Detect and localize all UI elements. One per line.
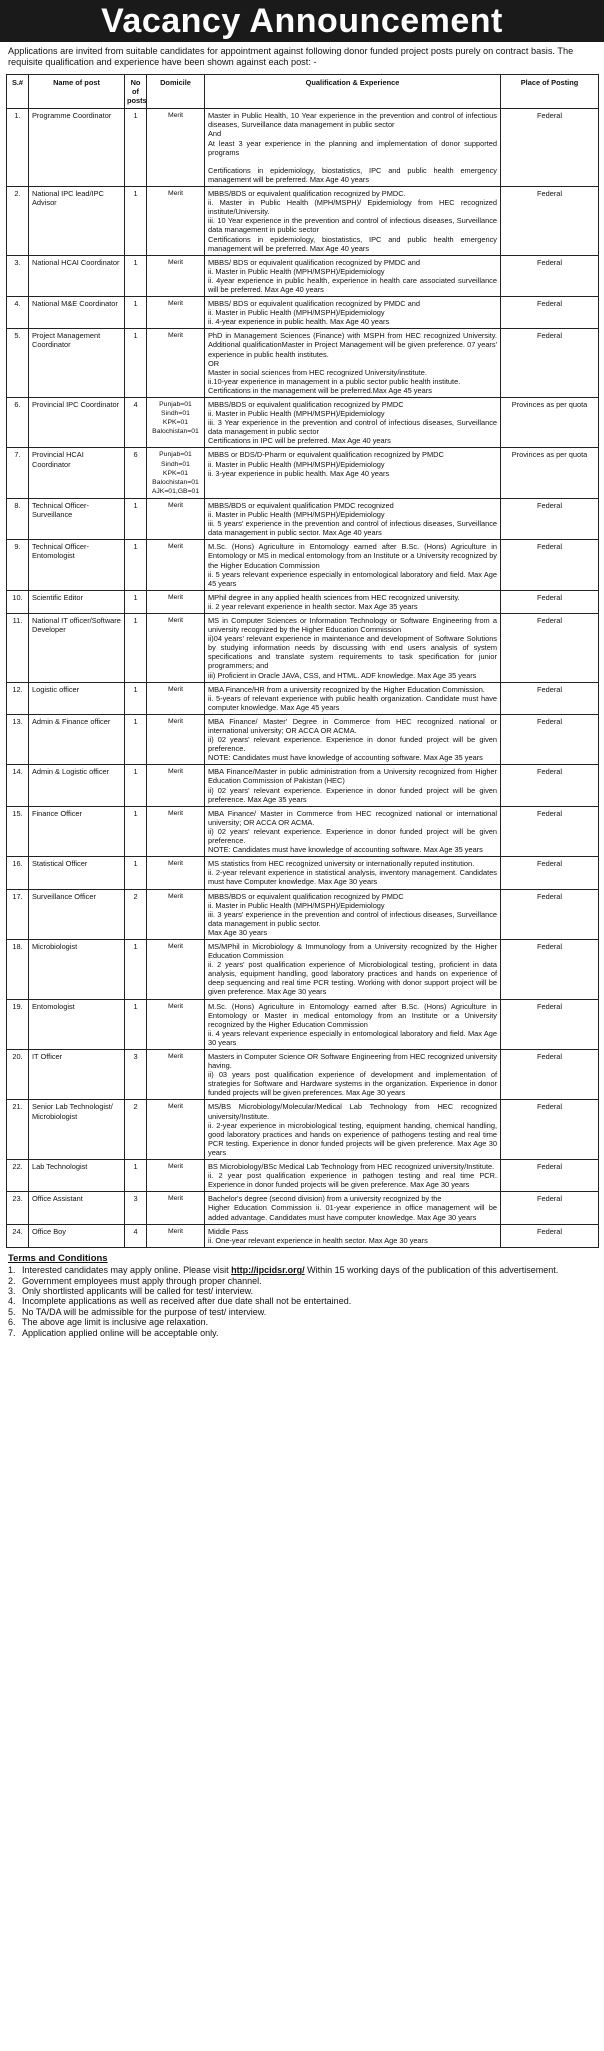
table-row <box>7 1160 599 1192</box>
domicile-cell: Merit <box>147 806 205 856</box>
num-posts-cell: 1 <box>125 714 147 764</box>
qualification-cell: MBBS or BDS/D-Pharm or equivalent qualification recognized by PMDC ii. Master in Public Health (MPH/MSPH)/Epidemiology ii. 3-year experience in public health. Max Age 40 years <box>205 448 501 498</box>
post-name-cell: Logistic officer <box>29 682 125 714</box>
post-name-cell: Technical Officer-Surveillance <box>29 498 125 539</box>
sn-cell: 23. <box>7 1192 29 1224</box>
table-row <box>7 590 599 613</box>
qualification-cell: MBBS/ BDS or equivalent qualification recognized by PMDC and ii. Master in Public Health (MPH/MSPH)/Epidemiology ii. 4-year experience in public health. Max Age 40 years <box>205 297 501 329</box>
place-of-posting-cell: Federal <box>501 1160 599 1192</box>
qualification-cell: MBBS/BDS or equivalent qualification recognized by PMDC ii. Master in Public Health (MPH/MSPH)/Epidemiology iii. 3 Year experience in the prevention and control of infectious diseases, Surveillance data management in public sector Certifications in IPC will be preferred. Max Age 40 years <box>205 398 501 448</box>
qualification-cell: M.Sc. (Hons) Agriculture in Entomology earned after B.Sc. (Hons) Agriculture in Entomology or Master in medical entomology from an Institute or a University recognized by the Higher Education Commission ii. 4 years relevant experience especially in entomological laboratory and field. Max Age 30 years <box>205 999 501 1049</box>
qualification-cell: MS in Computer Sciences or Information Technology or Software Engineering from a university recognized by the Higher Education Commission ii)04 years' relevant experience in maintenance and development of Software Solutions by studying information needs by discussing with end users analysis of system specifications and translate system requirements to task specification for junior programmers; and iii) Proficient in Oracle JAVA, CSS, and HTML. ADF knowledge. Max Age 35 years <box>205 613 501 682</box>
qualification-cell: MBBS/BDS or equivalent qualification recognized by PMDC ii. Master in Public Health (MPH/MSPH)/Epidemiology iii. 3 years' experience in the prevention and control of infectious diseases, Surveillance data management in public sector. Max Age 30 years <box>205 889 501 939</box>
domicile-cell: Punjab=01 Sindh=01 KPK=01 Balochistan=01 <box>147 398 205 448</box>
domicile-cell: Merit <box>147 939 205 999</box>
post-name-cell: Finance Officer <box>29 806 125 856</box>
num-posts-cell: 1 <box>125 1160 147 1192</box>
place-of-posting-cell: Federal <box>501 1192 599 1224</box>
table-row <box>7 857 599 889</box>
table-row <box>7 187 599 256</box>
place-of-posting-cell: Federal <box>501 939 599 999</box>
place-of-posting-cell: Federal <box>501 329 599 398</box>
post-name-cell: Provincial IPC Coordinator <box>29 398 125 448</box>
table-row <box>7 613 599 682</box>
sn-cell: 13. <box>7 714 29 764</box>
term-text: Government employees must apply through proper channel. <box>22 1275 262 1286</box>
table-row <box>7 498 599 539</box>
num-posts-cell: 1 <box>125 999 147 1049</box>
table-row <box>7 255 599 296</box>
header-qualification: Qualification & Experience <box>205 75 501 109</box>
term-number: 4. <box>8 1296 16 1307</box>
term-number: 7. <box>8 1327 16 1338</box>
place-of-posting-cell: Federal <box>501 999 599 1049</box>
post-name-cell: Admin & Finance officer <box>29 714 125 764</box>
place-of-posting-cell: Federal <box>501 1050 599 1100</box>
term-item <box>8 1328 596 1338</box>
domicile-cell: Merit <box>147 109 205 187</box>
domicile-cell: Merit <box>147 714 205 764</box>
table-body <box>7 109 599 1248</box>
sn-cell: 10. <box>7 590 29 613</box>
num-posts-cell: 4 <box>125 398 147 448</box>
place-of-posting-cell: Federal <box>501 1224 599 1247</box>
place-of-posting-cell: Federal <box>501 109 599 187</box>
sn-cell: 16. <box>7 857 29 889</box>
title-banner <box>0 0 604 42</box>
table-row <box>7 889 599 939</box>
place-of-posting-cell: Federal <box>501 590 599 613</box>
domicile-cell: Merit <box>147 498 205 539</box>
num-posts-cell: 1 <box>125 297 147 329</box>
domicile-cell: Merit <box>147 540 205 590</box>
place-of-posting-cell: Federal <box>501 714 599 764</box>
sn-cell: 18. <box>7 939 29 999</box>
num-posts-cell: 4 <box>125 1224 147 1247</box>
term-item <box>8 1317 596 1327</box>
table-row <box>7 1224 599 1247</box>
sn-cell: 1. <box>7 109 29 187</box>
qualification-cell: MPhil degree in any applied health sciences from HEC recognized university. ii. 2 year relevant experience in health sector. Max Age 35 years <box>205 590 501 613</box>
post-name-cell: National HCAI Coordinator <box>29 255 125 296</box>
post-name-cell: Surveillance Officer <box>29 889 125 939</box>
qualification-cell: Masters in Computer Science OR Software Engineering from HEC recognized university having. ii) 03 years post qualification experience of development and implementation of strategies for Software and Hardware systems in the organization. Experience in donor funded projects will be given preferences. Max Age 30 years <box>205 1050 501 1100</box>
post-name-cell: IT Officer <box>29 1050 125 1100</box>
domicile-cell: Merit <box>147 1192 205 1224</box>
num-posts-cell: 1 <box>125 590 147 613</box>
qualification-cell: Master in Public Health, 10 Year experience in the prevention and control of infectious diseases, Surveillance data management in public sector And At least 3 year experience in the planning and implementation of donor supported programs Certifications in epidemiology, biostatistics, IPC and public health emergency management will be preferred. Max Age 40 years <box>205 109 501 187</box>
header-domicile: Domicile <box>147 75 205 109</box>
term-text: Incomplete applications as well as received after due date shall not be entertained. <box>22 1296 352 1307</box>
num-posts-cell: 2 <box>125 889 147 939</box>
term-item: 1. Interested candidates may apply online. Please visit http://ipcidsr.org/ Within 15 working days of the publication of this advertisement. <box>8 1265 559 1276</box>
domicile-cell: Merit <box>147 1100 205 1160</box>
term-item <box>8 1276 596 1286</box>
header-post: Name of post <box>29 75 125 109</box>
sn-cell: 15. <box>7 806 29 856</box>
table-row <box>7 448 599 498</box>
table-row <box>7 398 599 448</box>
term-text: No TA/DA will be admissible for the purpose of test/ interview. <box>22 1306 267 1317</box>
place-of-posting-cell: Federal <box>501 297 599 329</box>
place-of-posting-cell: Federal <box>501 255 599 296</box>
sn-cell: 11. <box>7 613 29 682</box>
domicile-cell: Merit <box>147 889 205 939</box>
post-name-cell: Senior Lab Technologist/ Microbiologist <box>29 1100 125 1160</box>
term-number: 3. <box>8 1286 16 1296</box>
num-posts-cell: 3 <box>125 1050 147 1100</box>
domicile-cell: Merit <box>147 1050 205 1100</box>
terms-title: Terms and Conditions <box>8 1252 108 1264</box>
sn-cell: 17. <box>7 889 29 939</box>
num-posts-cell: 2 <box>125 1100 147 1160</box>
post-name-cell: Lab Technologist <box>29 1160 125 1192</box>
domicile-cell: Merit <box>147 857 205 889</box>
table-row <box>7 682 599 714</box>
terms-section <box>8 1254 596 1338</box>
qualification-cell: MS/BS Microbiology/Molecular/Medical Lab Technology from HEC recognized university/Institute. ii. 2-year experience in microbiological testing, equipment handing, chemical handling, good laboratory practices and hands on experience of pathogens testing and real time PCR testing. Experience in donor funded projects will be given preference. Max Age 30 years <box>205 1100 501 1160</box>
qualification-cell: MBBS/ BDS or equivalent qualification recognized by PMDC and ii. Master in Public Health (MPH/MSPH)/Epidemiology ii. 4year experience in public health, experience in health care associated surveillance will be preferred. Max Age 40 years <box>205 255 501 296</box>
post-name-cell: Provincial HCAI Coordinator <box>29 448 125 498</box>
place-of-posting-cell: Federal <box>501 498 599 539</box>
sn-cell: 2. <box>7 187 29 256</box>
qualification-cell: MBBS/BDS or equivalent qualification recognized by PMDC. ii. Master in Public Health (MPH/MSPH)/ Epidemiology from HEC recognized institute/University. iii. 10 Year experience in the prevention and control of infectious diseases, Surveillance data management in public sector Certifications in epidemiology, biostatistics, IPC and public health emergency management will be preferred. Max Age 40 years <box>205 187 501 256</box>
table-row <box>7 297 599 329</box>
num-posts-cell: 1 <box>125 765 147 806</box>
post-name-cell: Microbiologist <box>29 939 125 999</box>
table-row <box>7 765 599 806</box>
term-number: 5. <box>8 1306 16 1317</box>
num-posts-cell: 1 <box>125 109 147 187</box>
num-posts-cell: 1 <box>125 498 147 539</box>
qualification-cell: MS/MPhil in Microbiology & Immunology from a University recognized by the Higher Education Commission ii. 2 years' post qualification experience of Microbiological testing, proficient in data analysis, equipment handling, good laboratory practices and hands on experience of deep sequencing and real time PCR testing. Working with donor support project will be given preference. Max Age 30 years <box>205 939 501 999</box>
num-posts-cell: 3 <box>125 1192 147 1224</box>
qualification-cell: MBA Finance/ Master' Degree in Commerce from HEC recognized national or international university; OR ACCA OR ACMA. ii) 02 years' relevant experience. Experience in donor funded project will be given preference. NOTE: Candidates must have knowledge of accounting software. Max Age 35 years <box>205 714 501 764</box>
place-of-posting-cell: Federal <box>501 765 599 806</box>
qualification-cell: Middle Pass ii. One-year relevant experience in health sector. Max Age 30 years <box>205 1224 501 1247</box>
post-name-cell: Technical Officer-Entomologist <box>29 540 125 590</box>
sn-cell: 19. <box>7 999 29 1049</box>
domicile-cell: Merit <box>147 329 205 398</box>
post-name-cell: Office Boy <box>29 1224 125 1247</box>
place-of-posting-cell: Provinces as per quota <box>501 398 599 448</box>
qualification-cell: MBBS/BDS or equivalent qualification PMDC recognized ii. Master in Public Health (MPH/MSPH)/Epidemiology iii. 5 years' experience in the prevention and control of infectious diseases, Surveillance data management in public sector. Max Age 40 years <box>205 498 501 539</box>
intro-text: Applications are invited from suitable candidates for appointment against following donor funded project posts purely on contract basis. The requisite qualification and experience have been shown against each post: - <box>8 46 574 67</box>
qualification-cell: BS Microbiology/BSc Medical Lab Technology from HEC recognized university/Institute. ii. 2 year post qualification experience in pathogen testing and real time PCR. Experience in donor funded projects will be given preference. Max Age 30 years <box>205 1160 501 1192</box>
sn-cell: 22. <box>7 1160 29 1192</box>
post-name-cell: National IPC lead/IPC Advisor <box>29 187 125 256</box>
header-place: Place of Posting <box>501 75 599 109</box>
place-of-posting-cell: Federal <box>501 1100 599 1160</box>
num-posts-cell: 1 <box>125 806 147 856</box>
sn-cell: 5. <box>7 329 29 398</box>
table-row <box>7 1192 599 1224</box>
apply-link[interactable]: http://ipcidsr.org/ <box>231 1265 305 1276</box>
table-row <box>7 806 599 856</box>
domicile-cell: Merit <box>147 1160 205 1192</box>
sn-cell: 14. <box>7 765 29 806</box>
domicile-cell: Merit <box>147 613 205 682</box>
domicile-cell: Merit <box>147 1224 205 1247</box>
table-row <box>7 109 599 187</box>
qualification-cell: MBA Finance/ Master in Commerce from HEC recognized national or international university; OR ACCA OR ACMA. ii) 02 years' relevant experience. Experience in donor funded project will be given preference. NOTE: Candidates must have knowledge of accounting software. Max Age 35 years <box>205 806 501 856</box>
domicile-cell: Punjab=01 Sindh=01 KPK=01 Balochistan=01 AJK=01,GB=01 <box>147 448 205 498</box>
qualification-cell: MBA Finance/Master in public administration from a University recognized from Higher Education Commission of Pakistan (HEC) ii) 02 years' relevant experience. Experience in donor funded project will be given preference. Max Age 35 years <box>205 765 501 806</box>
qualification-cell: Bachelor's degree (second division) from a university recognized by the Higher Education Commission ii. 01-year experience in office management will be added advantage. Candidates must have computer knowledge. Max Age 30 years <box>205 1192 501 1224</box>
sn-cell: 21. <box>7 1100 29 1160</box>
num-posts-cell: 1 <box>125 857 147 889</box>
place-of-posting-cell: Federal <box>501 613 599 682</box>
term-number: 6. <box>8 1317 16 1328</box>
place-of-posting-cell: Provinces as per quota <box>501 448 599 498</box>
place-of-posting-cell: Federal <box>501 857 599 889</box>
post-name-cell: National IT officer/Software Developer <box>29 613 125 682</box>
term-text: Application applied online will be acceptable only. <box>22 1327 219 1338</box>
sn-cell: 4. <box>7 297 29 329</box>
sn-cell: 9. <box>7 540 29 590</box>
sn-cell: 24. <box>7 1224 29 1247</box>
qualification-cell: M.Sc. (Hons) Agriculture in Entomology earned after B.Sc. (Hons) Agriculture in Entomology or MS in medical entomology from an Institute or a University recognized by the Higher Education Commission ii. 5 years relevant experience especially in entomological laboratory and field. Max Age 45 years <box>205 540 501 590</box>
num-posts-cell: 1 <box>125 255 147 296</box>
page-title: Vacancy Announcement <box>101 1 503 40</box>
table-row <box>7 329 599 398</box>
num-posts-cell: 1 <box>125 682 147 714</box>
place-of-posting-cell: Federal <box>501 540 599 590</box>
place-of-posting-cell: Federal <box>501 889 599 939</box>
post-name-cell: Project Management Coordinator <box>29 329 125 398</box>
num-posts-cell: 1 <box>125 939 147 999</box>
qualification-cell: PhD in Management Sciences (Finance) with MSPH from HEC recognized University. Additional qualificationMaster in Project Management will be given preference. 07 years' experience in public health institutes. OR Master in social sciences from HEC recognized University/institute. ii.10-year experience in management in a public sector public health institute. Certifications in the management will be preferred.Max Age 45 years <box>205 329 501 398</box>
num-posts-cell: 1 <box>125 329 147 398</box>
domicile-cell: Merit <box>147 590 205 613</box>
sn-cell: 6. <box>7 398 29 448</box>
post-name-cell: Scientific Editor <box>29 590 125 613</box>
term-item <box>8 1296 596 1306</box>
post-name-cell: Office Assistant <box>29 1192 125 1224</box>
post-name-cell: National M&E Coordinator <box>29 297 125 329</box>
term-list <box>8 1276 596 1338</box>
sn-cell: 7. <box>7 448 29 498</box>
table-row <box>7 1050 599 1100</box>
vacancy-table <box>6 74 599 1248</box>
term-item <box>8 1286 596 1296</box>
term-item <box>8 1307 596 1317</box>
post-name-cell: Entomologist <box>29 999 125 1049</box>
num-posts-cell: 1 <box>125 613 147 682</box>
post-name-cell: Admin & Logistic officer <box>29 765 125 806</box>
post-name-cell: Statistical Officer <box>29 857 125 889</box>
num-posts-cell: 1 <box>125 540 147 590</box>
sn-cell: 3. <box>7 255 29 296</box>
header-num-posts: No of posts <box>125 75 147 109</box>
domicile-cell: Merit <box>147 187 205 256</box>
domicile-cell: Merit <box>147 297 205 329</box>
post-name-cell: Programme Coordinator <box>29 109 125 187</box>
term-number: 2. <box>8 1275 16 1286</box>
sn-cell: 12. <box>7 682 29 714</box>
term-text: The above age limit is inclusive age relaxation. <box>22 1317 209 1328</box>
domicile-cell: Merit <box>147 255 205 296</box>
table-row <box>7 1100 599 1160</box>
domicile-cell: Merit <box>147 682 205 714</box>
place-of-posting-cell: Federal <box>501 682 599 714</box>
num-posts-cell: 1 <box>125 187 147 256</box>
place-of-posting-cell: Federal <box>501 187 599 256</box>
qualification-cell: MBA Finance/HR from a university recognized by the Higher Education Commission. ii. 5-years of relevant experience with public health organization. Candidate must have computer knowledge. Max Age 45 years <box>205 682 501 714</box>
place-of-posting-cell: Federal <box>501 806 599 856</box>
table-header-row <box>7 75 599 109</box>
term-text: Only shortlisted applicants will be called for test/ interview. <box>22 1286 254 1296</box>
domicile-cell: Merit <box>147 999 205 1049</box>
domicile-cell: Merit <box>147 765 205 806</box>
sn-cell: 20. <box>7 1050 29 1100</box>
table-row <box>7 939 599 999</box>
table-row <box>7 714 599 764</box>
sn-cell: 8. <box>7 498 29 539</box>
header-sn: S.# <box>7 75 29 109</box>
table-row <box>7 540 599 590</box>
qualification-cell: MS statistics from HEC recognized university or internationally reputed institution. ii. 2-year relevant experience in statistical analysis, inventory management. Candidates must have Computer knowledge. Max Age 30 years <box>205 857 501 889</box>
num-posts-cell: 6 <box>125 448 147 498</box>
table-row <box>7 999 599 1049</box>
